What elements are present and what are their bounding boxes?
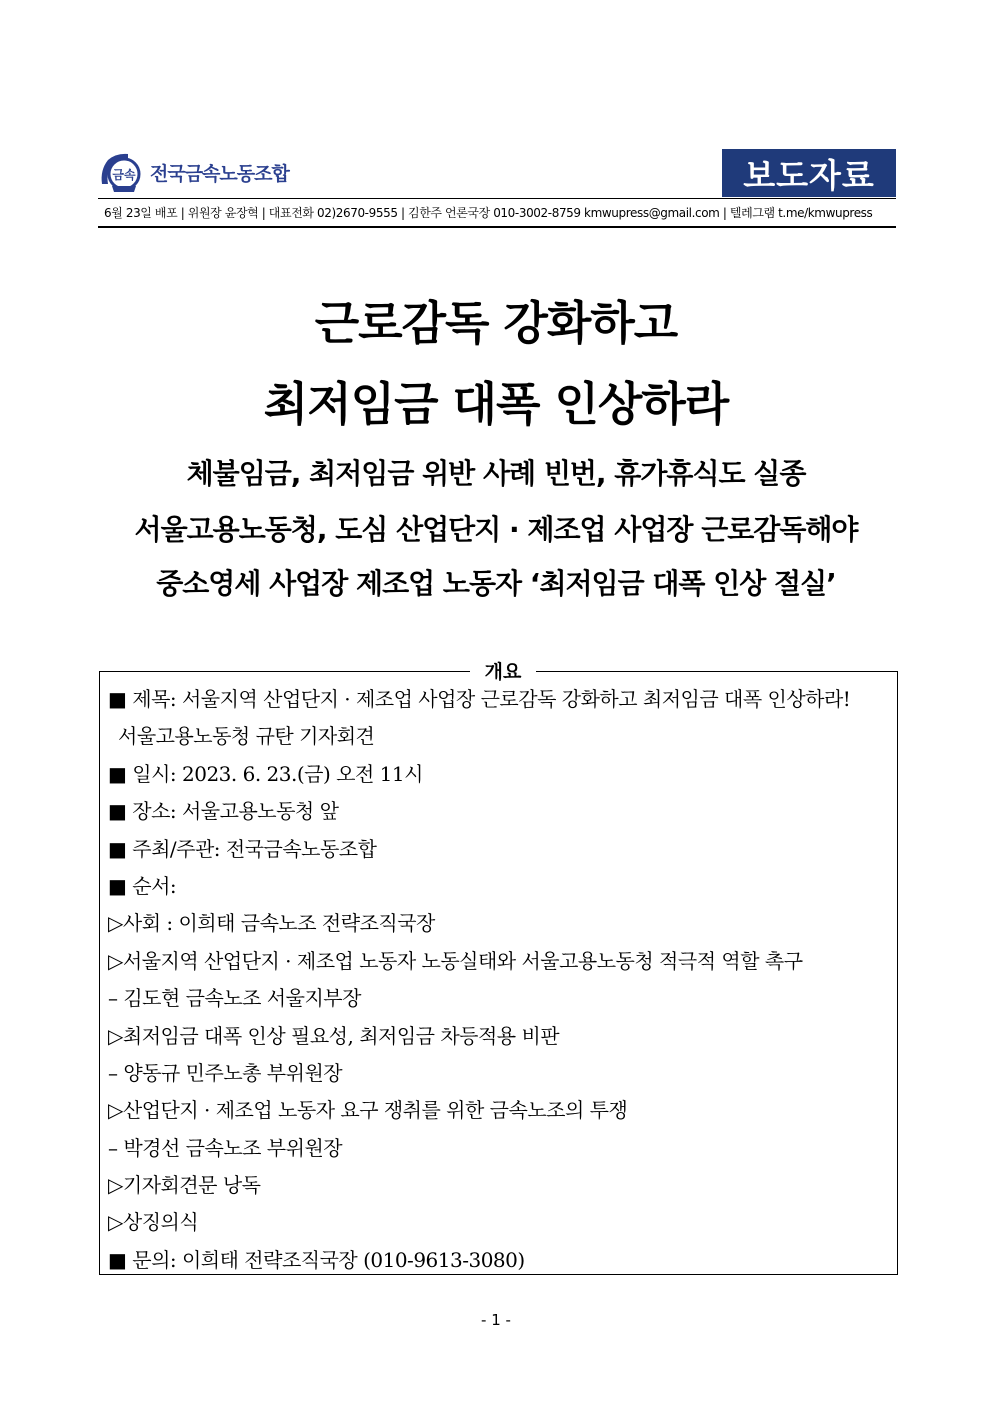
overview-place: ■ 장소: 서울고용노동청 앞: [108, 799, 339, 824]
order-item: ▷상징의식: [108, 1210, 199, 1235]
order-item: ▷사회 : 이희태 금속노조 전략조직국장: [108, 911, 435, 936]
order-speaker: – 양동규 민주노총 부위원장: [108, 1060, 343, 1085]
overview-content: [108, 681, 893, 1279]
order-item: ▷서울지역 산업단지 · 제조업 노동자 노동실태와 서울고용노동청 적극적 역할 촉구: [108, 948, 803, 973]
order-item: ▷기자회견문 낭독: [108, 1173, 261, 1198]
overview-date: ■ 일시: 2023. 6. 23.(금) 오전 11시: [108, 761, 423, 786]
order-speaker: – 김도현 금속노조 서울지부장: [108, 986, 361, 1011]
press-release-badge: 보도자료: [722, 149, 896, 197]
header-rule-bottom: [98, 226, 896, 228]
order-item: ▷최저임금 대폭 인상 필요성, 최저임금 차등적용 비판: [108, 1023, 560, 1048]
overview-title-line-cont: 서울고용노동청 규탄 기자회견: [118, 724, 375, 749]
contact-info: 6월 23일 배포 | 위원장 윤장혁 | 대표전화 02)2670-9555 | 김한주 언론국장 010-3002-8759 kmwupress@gmail.com | 텔레그램 t.me/kmwupress: [104, 206, 873, 220]
subheadline-2: 서울고용노동청, 도심 산업단지 · 제조업 사업장 근로감독해야: [134, 513, 858, 546]
overview-title-line: ■ 제목: 서울지역 산업단지 · 제조업 사업장 근로감독 강화하고 최저임금 대폭 인상하라!: [108, 687, 851, 711]
page-number: - 1 -: [481, 1311, 511, 1329]
order-speaker: – 박경선 금속노조 부위원장: [108, 1135, 343, 1160]
overview-host: ■ 주최/주관: 전국금속노동조합: [108, 836, 377, 861]
header-rule-top: [98, 198, 896, 199]
org-name: 전국금속노동조합: [150, 162, 289, 185]
logo-emblem-text: 금속: [112, 168, 136, 182]
overview-order: ■ 순서:: [108, 873, 177, 898]
overview-label: 개요: [470, 657, 536, 684]
overview-inquiry: ■ 문의: 이희태 전략조직국장 (010-9613-3080): [108, 1247, 525, 1272]
headline-line-2: 최저임금 대폭 인상하라: [263, 377, 729, 431]
headline-line-1: 근로감독 강화하고: [314, 296, 678, 350]
order-item: ▷산업단지 · 제조업 노동자 요구 쟁취를 위한 금속노조의 투쟁: [108, 1098, 628, 1123]
subheadline-3: 중소영세 사업장 제조업 노동자 ‘최저임금 대폭 인상 절실’: [156, 567, 836, 600]
subheadline-1: 체불임금, 최저임금 위반 사례 빈번, 휴가휴식도 실종: [186, 457, 806, 490]
union-logo: [98, 150, 289, 194]
union-emblem-icon: [98, 150, 142, 194]
